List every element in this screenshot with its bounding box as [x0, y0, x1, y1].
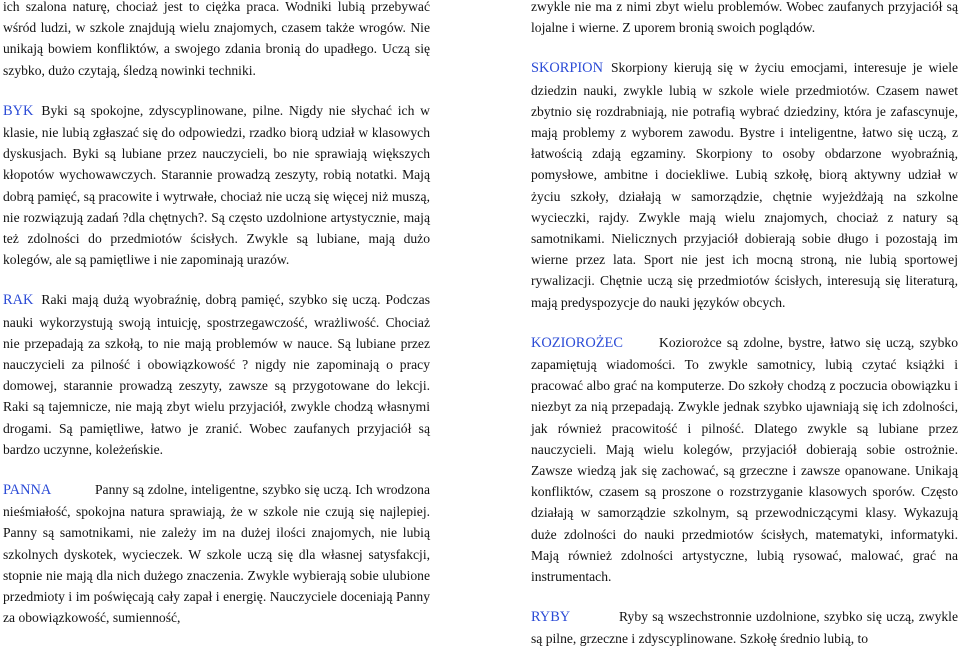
section-text-byk: Byki są spokojne, zdyscyplinowane, pilne. Nigdy nie słychać ich w klasie, nie lubią zgłaszać się do odpowiedzi, rzadko biorą udział w klasowych dyskusjach. Byki są lubiane przez nauczycieli, bo nie sprawiają większych kłopotów wychowawczych. Starannie prowadzą zeszyty, robią notatki. Mają dobrą pamięć, są pracowite i wytrwałe, chociaż nie uczą się więcej niż muszą, nie rozwiązują zadań ?dla chętnych?. Są często uzdolnione artystycznie, mają też zdolności do przedmiotów ścisłych. Zwykle są lubiane, mają dużo kolegów, ale są pamiętliwe i nie zapominają urazów. — [3, 102, 430, 268]
right-intro-paragraph: zwykle nie ma z nimi zbyt wielu problemów. Wobec zaufanych przyjaciół są lojalne i wierne. Z uporem bronią swoich poglądów. — [531, 0, 958, 36]
section-skorpion — [531, 57, 958, 312]
section-koziorozec — [531, 332, 958, 587]
section-title-byk: BYK — [3, 102, 34, 119]
left-column — [3, 0, 430, 628]
section-text-panna: Panny są zdolne, inteligentne, szybko się uczą. Ich wrodzona nieśmiałość, spokojna natura sprawiają, że w szkole nie czują się najlepiej. Panny są samotnikami, nie zależy im na dużej ilości znajomych, nie lubią szkolnych dyskotek, wycieczek. W szkole uczą się dla własnej satysfakcji, stopnie nie mają dla nich dużego znaczenia. Zwykle wybierają sobie ulubione przedmioty i im poświęcają cały zapał i energię. Nauczyciele doceniają Panny za obowiązkowość, sumienność, — [3, 482, 430, 626]
section-text-koziorozec: Koziorożce są zdolne, bystre, łatwo się uczą, szybko zapamiętują wiadomości. To zwykle samotnicy, lubią czytać książki i pracować albo grać na komputerze. Do szkoły chodzą z poczucia obowiązku i niezbyt za nią przepadają. Zwykle jednak szybko ujawniają się ich zdolności, jak również pracowitość i pilność. Dlatego zwykle są lubiane przez nauczycieli. Mają wielu kolegów, przyjaciół dobierają sobie ostrożnie. Zawsze wiedzą jak się zachować, są grzeczne i zawsze opanowane. Unikają konfliktów, czasem są proszone o rozstrzyganie klasowych sporów. Często działają w samorządzie szkolnym, są przewodniczącymi klasy. Wykazują duże zdolności do nauki przedmiotów ścisłych, matematyki, informatyki. Mają również zdolności artystyczne, lubią rysować, malować, grać na instrumentach. — [531, 334, 958, 585]
section-title-panna: PANNA — [3, 482, 52, 499]
left-intro-paragraph: ich szalona naturę, chociaż jest to ciężka praca. Wodniki lubią przebywać wśród ludzi, w szkole znajdują wielu znajomych, czasem także wrogów. Nie unikają bowiem konfliktów, a swojego zdania bronią do upadłego. Uczą się szybko, dużo czytają, śledzą nowinki techniki. — [3, 0, 430, 78]
section-title-rak: RAK — [3, 292, 34, 309]
right-column — [531, 0, 958, 650]
section-ryby — [531, 606, 958, 649]
section-rak — [3, 289, 430, 460]
section-title-koziorozec: KOZIOROŻEC — [531, 334, 623, 351]
section-text-skorpion: Skorpiony kierują się w życiu emocjami, interesuje je wiele dziedzin nauki, zwykle lubią w szkole wiele przedmiotów. Czasem nawet zbytnio się rozdrabniają, nie potrafią wybrać dziedziny, która je zafascynuje, mają problemy z wyborem zawodu. Bystre i inteligentne, łatwo się uczą, z łatwością zdają egzaminy. Skorpiony to osoby obdarzone wyobraźnią, pomysłowe, ambitne i dociekliwe. Lubią szkołę, biorą aktywny udział w życiu szkoły, działają w samorządzie, chętnie wyjeżdżają na szkolne wycieczki, rajdy. Zwykle mają wielu znajomych, chociaż z natury są samotnikami. Nielicznych przyjaciół dobierają sobie długo i pozostają im wierne przez lata. Sport nie jest ich mocną stroną, nie lubią sportowej rywalizacji. Chętnie uczą się przedmiotów ścisłych, interesują się literaturą, mają predyspozycje do nauki języków obcych. — [531, 60, 958, 310]
section-text-rak: Raki mają dużą wyobraźnię, dobrą pamięć, szybko się uczą. Podczas nauki wykorzystują swoją intuicję, spostrzegawczość, wrażliwość. Chociaż nie przepadają za szkołą, to nie mają problemów w nauce. Są lubiane przez nauczycieli za pilność i obowiązkowość ? nigdy nie zapominają o pracy domowej, starannie prowadzą zeszyty, zawsze są przygotowane do lekcji. Raki są tajemnicze, nie mają zbyt wielu przyjaciół, zwykle chodzą własnymi drogami. Są pamiętliwe, łatwo je zranić. Wobec zaufanych przyjaciół są bardzo uczynne, koleżeńskie. — [3, 292, 430, 457]
section-panna — [3, 479, 430, 628]
section-title-ryby: RYBY — [531, 609, 571, 626]
section-text-ryby: Ryby są wszechstronnie uzdolnione, szybko się uczą, zwykle są pilne, grzeczne i zdyscyplinowane. Szkołę średnio lubią, to — [531, 609, 958, 647]
section-byk — [3, 100, 430, 271]
section-title-skorpion: SKORPION — [531, 60, 603, 77]
